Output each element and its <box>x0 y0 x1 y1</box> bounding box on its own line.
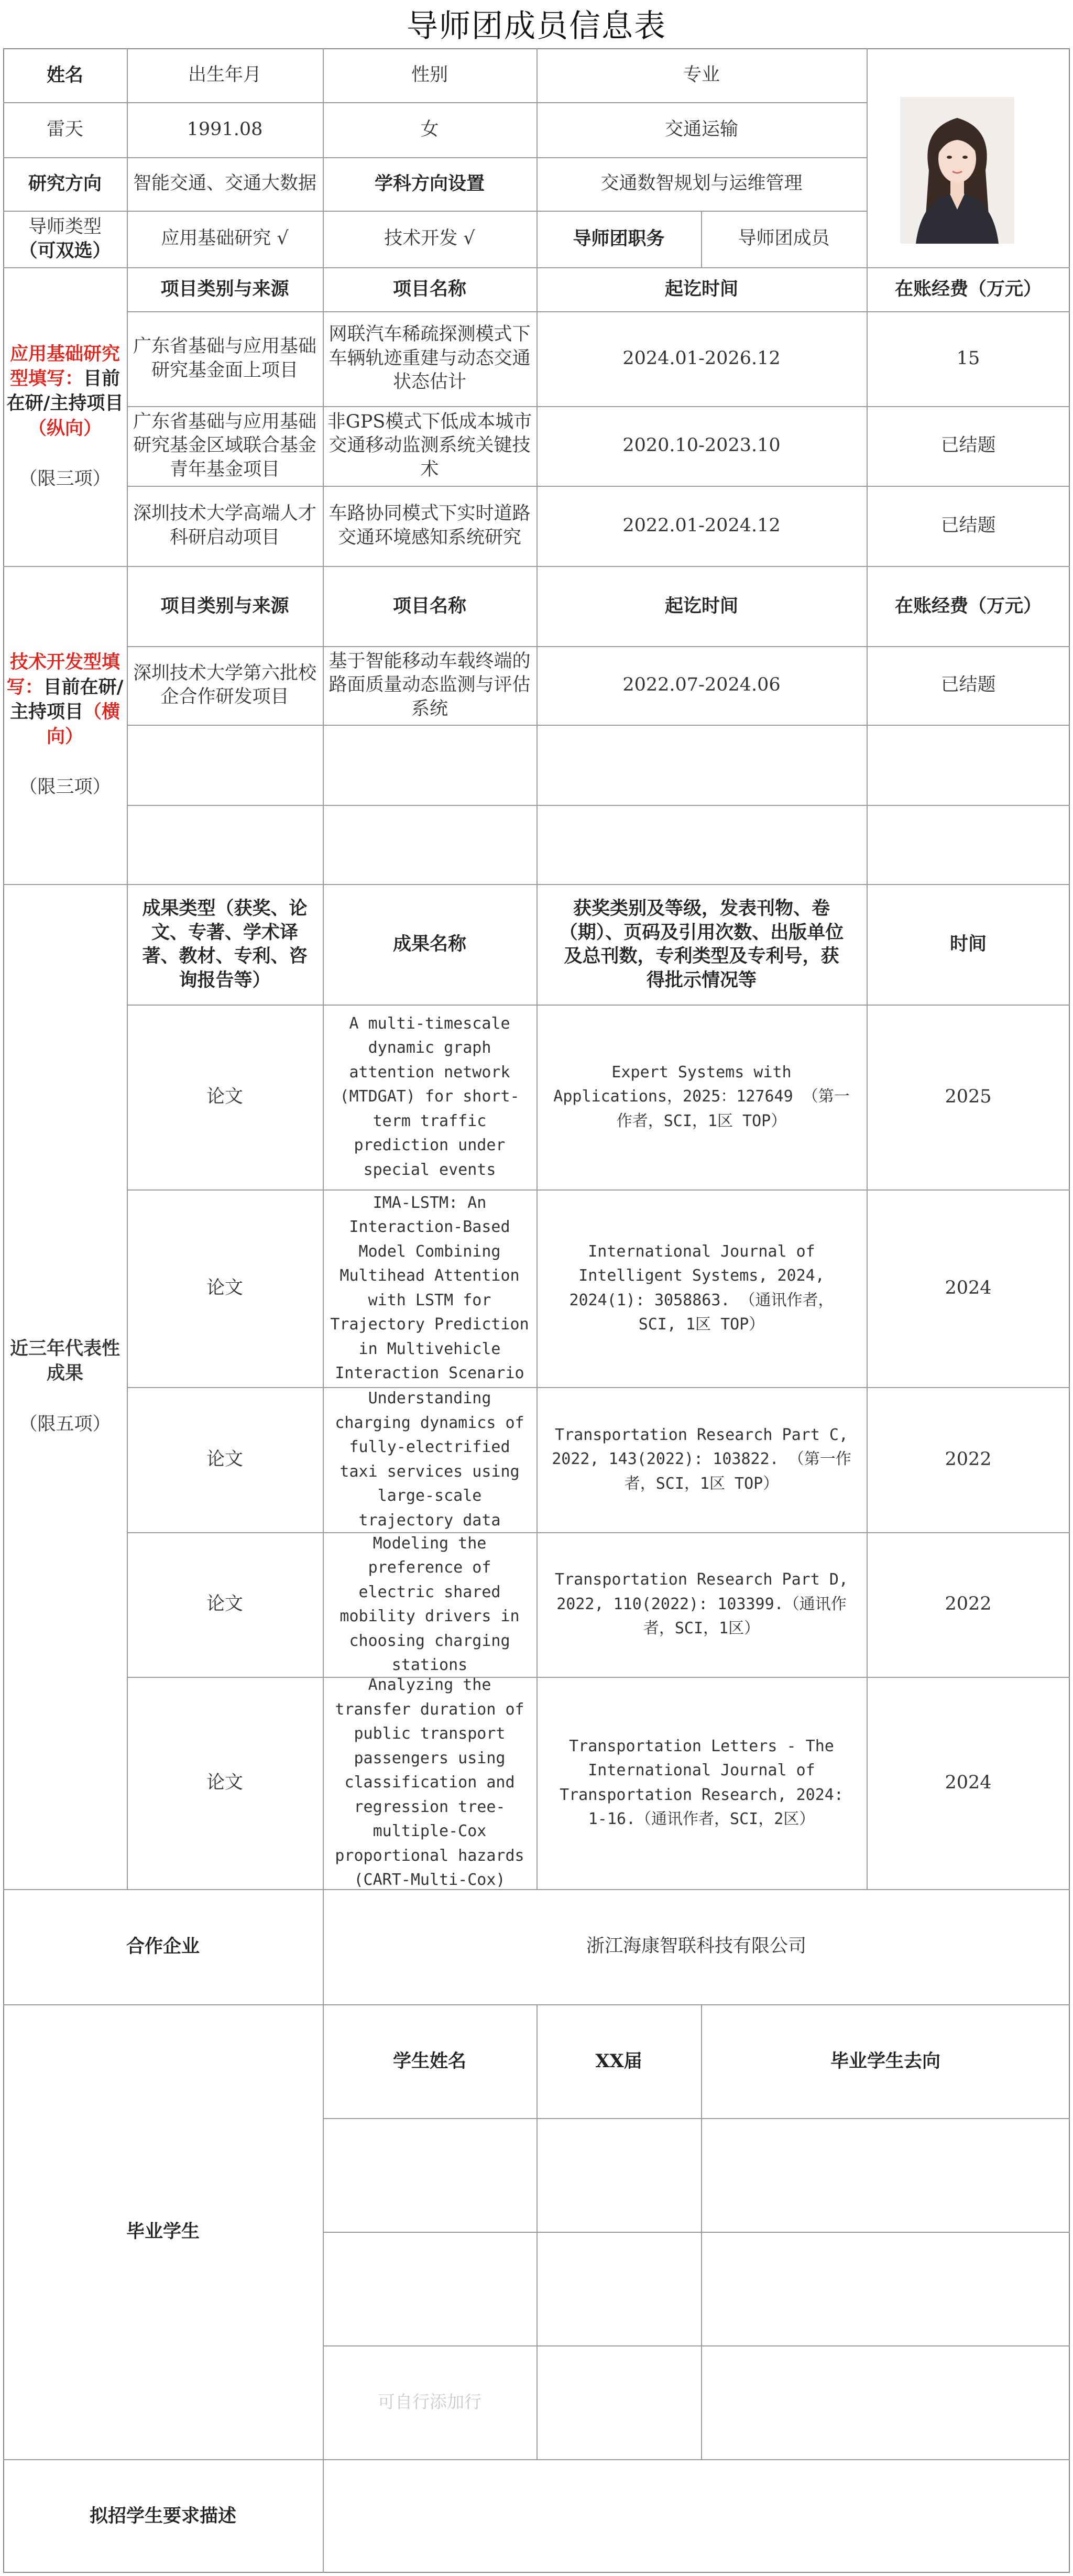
achievement-1-name: A multi-timescale dynamic graph attention network (MTDGAT) for short-term traffic prediction under special events <box>340 1014 520 1179</box>
applied-row-1-period: 2024.01-2026.12 <box>622 347 781 369</box>
applied-header-funds: 在账经费（万元） <box>894 278 1042 300</box>
applied-row-3-source: 深圳技术大学高端人才科研启动项目 <box>133 503 316 548</box>
tech-header-source: 项目类别与来源 <box>160 595 289 617</box>
achievement-3-type: 论文 <box>206 1448 243 1470</box>
tech-row-1-source: 深圳技术大学第六批校企合作研发项目 <box>133 662 316 707</box>
discipline-label: 学科方向设置 <box>374 173 485 195</box>
partner-label: 合作企业 <box>126 1936 200 1958</box>
achievements-header-year: 时间 <box>949 933 987 955</box>
achievements-header-detail: 获奖类别及等级，发表刊物、卷（期）、页码及引用次数、出版单位及总刊数，专利类型及专利号，获得批示情况等 <box>559 898 844 991</box>
tech-row-1-period: 2022.07-2024.06 <box>622 674 781 696</box>
achievement-4-type: 论文 <box>206 1593 243 1615</box>
recruit-label: 拟招学生要求描述 <box>89 2505 236 2527</box>
achievement-1-type: 论文 <box>206 1086 243 1107</box>
major-label: 专业 <box>683 64 720 85</box>
research-label: 研究方向 <box>28 173 102 195</box>
tech-side-tag: （横向） <box>46 701 121 748</box>
achievement-5-type: 论文 <box>206 1772 243 1793</box>
achievement-1-detail: Expert Systems with Applications，2025：127649 （第一作者，SCI，1区 TOP） <box>553 1063 850 1130</box>
achievement-2-year: 2024 <box>945 1277 992 1298</box>
achievement-3-name: Understanding charging dynamics of fully-electrified taxi services using large-scale trajectory data <box>335 1389 524 1530</box>
mentor-type-label <box>3 211 127 267</box>
tech-section-label <box>3 566 127 884</box>
achievement-2-name: IMA-LSTM: An Interaction-Based Model Combining Multihead Attention with LSTM for Trajectory Prediction in Multivehicle Interaction Scenario <box>330 1193 529 1382</box>
achievement-1-year: 2025 <box>945 1086 992 1107</box>
gender-value: 女 <box>420 118 439 140</box>
tech-header-period: 起讫时间 <box>664 595 738 617</box>
achievement-5-detail: Transportation Letters - The International Journal of Transportation Research, 2024: 1-16.（通讯作者，SCI，2区） <box>560 1737 844 1828</box>
mentor-type-label-line2: （可双选） <box>19 240 111 261</box>
achievement-4-name: Modeling the preference of electric shared mobility drivers in choosing charging stations <box>340 1534 520 1674</box>
discipline-value: 交通数智规划与运维管理 <box>600 173 803 194</box>
major-value: 交通运输 <box>664 118 738 140</box>
applied-row-1-funds: 15 <box>956 347 980 369</box>
achievements-header-name: 成果名称 <box>392 933 466 955</box>
tech-side-black: 目前在研/主持项目 <box>9 676 124 723</box>
applied-section-label <box>3 267 127 566</box>
achievement-3-detail: Transportation Research Part C, 2022, 143(2022): 103822. （第一作者，SCI，1区 TOP） <box>552 1425 851 1493</box>
partner-value: 浙江海康智联科技有限公司 <box>586 1936 806 1957</box>
achievement-4-detail: Transportation Research Part D, 2022, 110(2022): 103399.（通讯作者，SCI，1区） <box>555 1570 848 1638</box>
applied-row-3-funds: 已结题 <box>940 515 996 536</box>
name-label: 姓名 <box>46 64 83 86</box>
graduates-header-name: 学生姓名 <box>392 2050 466 2072</box>
birth-value: 1991.08 <box>187 118 263 140</box>
duty-value: 导师团成员 <box>738 228 830 249</box>
graduates-header-destination: 毕业学生去向 <box>830 2050 940 2072</box>
graduates-label: 毕业学生 <box>126 2221 200 2243</box>
applied-row-2-source: 广东省基础与应用基础研究基金区域联合基金青年基金项目 <box>133 411 316 480</box>
achievements-section-label <box>3 884 127 1889</box>
achievement-5-year: 2024 <box>945 1772 992 1793</box>
achievement-5-name: Analyzing the transfer duration of public transport passengers using classification and regression tree-multiple-Cox proportional hazards (CART-Multi-Cox) <box>335 1676 524 1890</box>
applied-row-1-name: 网联汽车稀疏探测模式下车辆轨迹重建与动态交通状态估计 <box>329 324 531 393</box>
achievement-2-detail: International Journal of Intelligent Systems, 2024, 2024(1): 3058863. （通讯作者，SCI, 1区 TOP） <box>569 1242 834 1334</box>
tech-side-limit: （限三项） <box>19 777 111 798</box>
applied-row-2-period: 2020.10-2023.10 <box>622 435 781 456</box>
tech-header-name: 项目名称 <box>392 595 466 617</box>
applied-side-red: 应用基础研究型填写： <box>9 343 120 390</box>
applied-row-3-name: 车路协同模式下实时道路交通环境感知系统研究 <box>329 503 531 548</box>
applied-side-tag: （纵向） <box>28 417 102 439</box>
applied-row-2-funds: 已结题 <box>940 435 996 456</box>
birth-label: 出生年月 <box>188 64 261 85</box>
applied-header-period: 起讫时间 <box>664 278 738 300</box>
achievement-3-year: 2022 <box>945 1448 992 1470</box>
applied-side-black: 目前在研/主持项目 <box>6 368 124 414</box>
mentor-type-tech: 技术开发 √ <box>384 228 475 249</box>
applied-header-name: 项目名称 <box>392 278 466 300</box>
name-value: 雷天 <box>46 118 83 140</box>
research-value: 智能交通、交通大数据 <box>133 173 316 194</box>
tech-row-1-name: 基于智能移动车载终端的路面质量动态监测与评估系统 <box>329 650 531 719</box>
tech-row-1-funds: 已结题 <box>940 674 996 696</box>
achievements-side-limit: （限五项） <box>19 1413 111 1435</box>
duty-label: 导师团职务 <box>573 228 665 250</box>
achievement-4-year: 2022 <box>945 1593 992 1615</box>
applied-row-3-period: 2022.01-2024.12 <box>622 515 781 536</box>
applied-row-2-name: 非GPS模式下低成本城市交通移动监测系统关键技术 <box>327 411 532 480</box>
gender-label: 性别 <box>411 64 448 85</box>
applied-row-1-source: 广东省基础与应用基础研究基金面上项目 <box>133 336 316 381</box>
profile-photo <box>900 97 1014 244</box>
applied-header-source: 项目类别与来源 <box>160 278 289 300</box>
mentor-type-label-line1: 导师类型 <box>28 216 102 237</box>
achievements-header-type: 成果类型（获奖、论文、专著、学术译著、教材、专利、咨询报告等） <box>142 898 308 991</box>
graduates-header-class: XX届 <box>595 2050 642 2072</box>
graduates-add-row-hint[interactable]: 可自行添加行 <box>378 2392 481 2413</box>
tech-header-funds: 在账经费（万元） <box>894 595 1042 617</box>
tech-side-red: 技术开发型填写： <box>6 651 120 698</box>
page-title: 导师团成员信息表 <box>407 8 666 45</box>
achievements-side-title: 近三年代表性成果 <box>9 1338 120 1384</box>
recruit-value[interactable] <box>323 2459 1070 2573</box>
mentor-type-applied: 应用基础研究 √ <box>161 228 289 249</box>
applied-side-limit: （限三项） <box>19 468 111 489</box>
achievement-2-type: 论文 <box>206 1277 243 1298</box>
